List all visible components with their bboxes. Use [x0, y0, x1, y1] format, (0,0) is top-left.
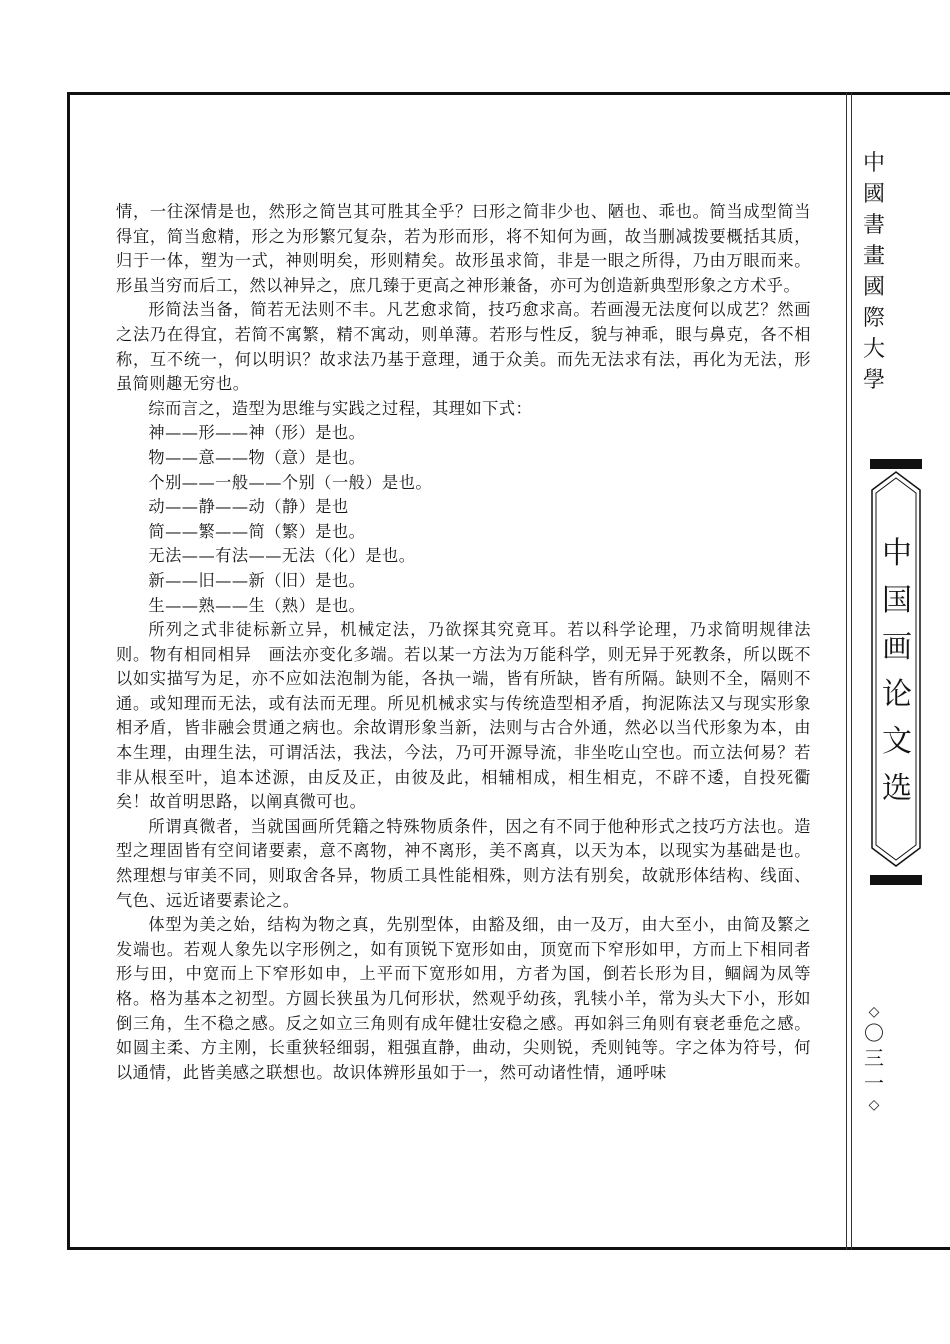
plaque-top-bar [870, 459, 922, 469]
page-number: 〇三一 [864, 1021, 884, 1095]
main-text [116, 200, 811, 1085]
book-title: 中国画论文选 [882, 536, 912, 806]
paragraph: 情，一往深情是也，然形之简岂其可胜其全乎？曰形之简非少也、陋也、乖也。简当成型简当得宜，简当愈精，形之为形繁冗复杂，若为形而形，将不知何为画，故当删减拨要概括其质，归于一体，塑为一式，神则明矣，形则精矣。故形虽求简，非是一眼之所得，乃由万眼而来。形虽当穷而后工，然以神异之，庶几臻于更高之神形兼备，亦可为创造新典型形象之方术乎。 [116, 202, 811, 295]
plaque-bottom-bar [870, 875, 922, 885]
column-divider [846, 92, 847, 1250]
formula-line: 物——意——物（意）是也。 [148, 447, 366, 467]
formula-line: 神——形——神（形）是也。 [148, 423, 366, 443]
formula-line: 新——旧——新（旧）是也。 [148, 570, 366, 590]
diamond-ornament-icon: ◇ [868, 1097, 880, 1113]
formula-line: 生——熟——生（熟）是也。 [148, 595, 366, 615]
paragraph: 综而言之，造型为思维与实践之过程，其理如下式： [148, 398, 533, 418]
paragraph: 所列之式非徒标新立异，机械定法，乃欲探其究竟耳。若以科学论理，乃求简明规律法则。物有相同相异 画法亦变化多端。若以某一方法为万能科学，则无异于死教条，所以既不以如实描写为足，亦不应如法泡制为能，各执一端，皆有所缺，皆有所隔。缺则不全，隔则不通。或知理而无法，或有法而无理。所见机械求实与传统造型相矛盾，拘泥陈法又与现实形象相矛盾，皆非融会贯通之病也。余故谓形象当新，法则与古合外通，然必以当代形象为本，由本生理，由理生法，可谓活法，我法，今法，乃可开源导流，非坐吃山空也。而立法何易？若非从根至叶，追本述源，由反及正，由彼及此，相辅相成，相生相克，不辟不逶，自投死衢矣！故首明思路，以阐真微可也。 [116, 620, 811, 812]
paragraph: 体型为美之始，结构为物之真，先别型体，由豁及细，由一及万，由大至小，由简及繁之发端也。若观人象先以字形例之，如有顶锐下宽形如由，顶宽而下窄形如甲，方而上下相同者形与田，中宽而上下窄形如申，上平而下宽形如用，方者为国，倒若长形为目，鲴阔为凤等格。格为基本之初型。方圆长狭虽为几何形状，然观乎幼孩，乳犊小羊，常为头大下小，形如倒三角，生不稳之感。反之如立三角则有成年健壮安稳之感。再如斜三角则有衰老垂危之感。如圆主柔、方主刚，长重狭轻细弱，粗强直静，曲动，尖则锐，秃则钝等。字之体为符号，何以通情，此皆美感之联想也。故识体辨形虽如于一，然可动诸性情，通呼味 [116, 915, 811, 1082]
diamond-ornament-icon: ◇ [868, 1004, 880, 1020]
column-divider [851, 92, 852, 1250]
formula-line: 动——静——动（静）是也 [148, 497, 349, 517]
paragraph: 所谓真微者，当就国画所凭籍之特殊物质条件，因之有不同于他种形式之技巧方法也。造型之理固皆有空间诸要素，意不离物，神不离形，美不离真，以天为本，以现实为基础是也。然理想与审美不同，则取舍各异，物质工具性能相殊，则方法有别矣，故就形体结构、线面、气色、远近诸要素论之。 [116, 816, 811, 910]
paragraph: 形简法当备，简若无法则不丰。凡艺愈求简，技巧愈求高。若画漫无法度何以成艺？然画之法乃在得宜，若简不寓繁，精不寓动，则单薄。若形与性反，貌与神乖，眼与鼻克，各不相称，互不统一，何以明识？故求法乃基于意理，通于众美。而先无法求有法，再化为无法，形虽简则趣无穷也。 [116, 300, 811, 394]
page-number-block [860, 1003, 888, 1114]
formula-line: 无法——有法——无法（化）是也。 [148, 546, 416, 566]
formula-line: 简——繁——简（繁）是也。 [148, 521, 366, 541]
journal-title: 中國書畫國際大學 [862, 151, 885, 393]
formula-line: 个别——一般——个别（一般）是也。 [148, 472, 433, 492]
